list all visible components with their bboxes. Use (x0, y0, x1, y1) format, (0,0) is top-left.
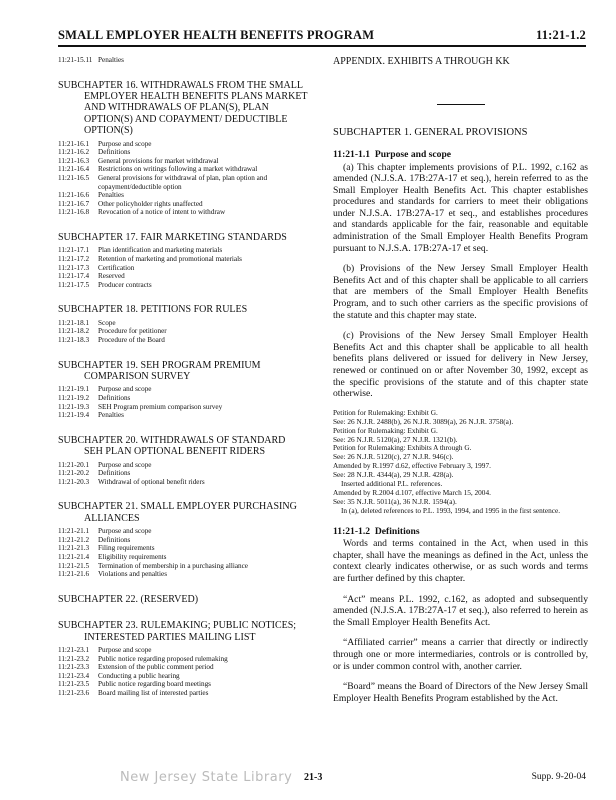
subchapter-heading-continuation: COMPARISON SURVEY (84, 370, 191, 382)
toc-entry-number: 11:21-16.2 (58, 148, 90, 157)
appendix-entry: APPENDIX. EXHIBITS A THROUGH KK (333, 56, 510, 67)
page-footer (58, 770, 586, 786)
toc-entry-title: Definitions (98, 393, 131, 402)
subchapter-heading (58, 594, 320, 605)
toc-entry (58, 246, 320, 255)
toc-entry (58, 411, 320, 420)
toc-entry-title: Termination of membership in a purchasing alliance (98, 561, 248, 570)
subchapter-heading-line: SUBCHAPTER 23. RULEMAKING; PUBLIC NOTICES; (58, 620, 297, 632)
section-divider (437, 104, 485, 105)
history-note-line: See: 35 N.J.R. 5011(a), 36 N.J.R. 1594(a). (333, 496, 457, 506)
header-rule (58, 45, 586, 47)
toc-entry (58, 208, 320, 217)
history-notes (333, 409, 588, 516)
toc-entry (58, 191, 320, 200)
toc-entry-number: 11:21-21.5 (58, 561, 90, 570)
toc-entry-title: Certification (98, 263, 135, 272)
paragraph: (a) This chapter implements provisions of P.L. 1992, c.162 as amended (N.J.S.A. 17B:27A-17 et seq.), herein referred to as the Small Employer Health Benefits Act. This chapter establishes procedures and standards for carriers to meet their obligations under N.J.S.A. 17B:27A-17 et seq., and establishes procedures and standards applicable for the fair, reasonable and equitable administration of the Small Employer Health Benefits Program pursuant to N.J.S.A. 17B:27A-17 et seq. (333, 161, 588, 254)
toc-entry-title-continuation: copayment/deductible option (98, 182, 182, 191)
toc-entry-title: Definitions (98, 535, 131, 544)
paragraph: (c) Provisions of the New Jersey Small Employer Health Benefits Act and this chapter shall be applicable to all health benefits plans delivered or issued for delivery in New Jersey, renewed or continued on or after November 30, 1992, except as the specific provisions of the statute and of this chapter state otherwise. (333, 330, 588, 400)
toc-entry-number: 11:21-17.3 (58, 263, 90, 272)
toc-entry (58, 478, 320, 487)
toc-entry-title: Violations and penalties (98, 570, 168, 579)
toc-entry-number: 11:21-16.8 (58, 208, 90, 217)
toc-entry (58, 461, 320, 470)
toc-entry (58, 264, 320, 273)
toc-entry-title: Procedure for petitioner (98, 327, 167, 336)
running-header (58, 28, 586, 44)
toc-entry-number: 11:21-17.1 (58, 246, 90, 255)
history-note-line: Amended by R.1997 d.62, effective February 3, 1997. (333, 461, 491, 471)
toc-entry (58, 680, 320, 689)
toc-entry-number: 11:21-18.1 (58, 318, 90, 327)
toc-entry (58, 174, 320, 183)
toc-entry-number: 11:21-15.11 (58, 56, 93, 64)
supplement-date: Supp. 9-20-04 (531, 772, 586, 782)
toc-entry-title: Purpose and scope (98, 139, 152, 148)
toc-entry (58, 570, 320, 579)
toc-entry (58, 140, 320, 149)
subchapter-heading-continuation: INTERESTED PARTIES MAILING LIST (84, 631, 256, 643)
toc-entry-number: 11:21-23.6 (58, 688, 90, 697)
toc-entry-number: 11:21-16.4 (58, 165, 90, 174)
history-note-line: See: 26 N.J.R. 5120(c), 27 N.J.R. 946(c). (333, 452, 454, 462)
header-title: SMALL EMPLOYER HEALTH BENEFITS PROGRAM (58, 28, 375, 42)
toc-entry (58, 272, 320, 281)
toc-entry-title: Penalties (98, 56, 124, 64)
subchapter-heading-line: SUBCHAPTER 16. WITHDRAWALS FROM THE SMALL (58, 79, 303, 91)
history-note-line: See: 26 N.J.R. 2488(b), 26 N.J.R. 3089(a), 26 N.J.R. 3758(a). (333, 416, 514, 426)
subchapter-heading-continuation: ALLIANCES (84, 512, 140, 524)
toc-entry-title: Retention of marketing and promotional materials (98, 254, 242, 263)
toc-entry-number: 11:21-21.4 (58, 552, 90, 561)
toc-entry-title: Purpose and scope (98, 645, 152, 654)
section-number: 11:21-1.1 (333, 149, 371, 160)
history-note-line: Petition for Rulemaking: Exhibit G. (333, 407, 438, 417)
subchapter-heading (58, 80, 320, 137)
toc-entry-number: 11:21-23.2 (58, 654, 90, 663)
subchapter-list (58, 80, 320, 698)
history-note-line: Inserted additional P.L. references. (341, 479, 443, 489)
toc-entry-number: 11:21-21.3 (58, 544, 90, 553)
toc-entry-number: 11:21-19.2 (58, 393, 90, 402)
toc-entry (58, 544, 320, 553)
toc-entry-number: 11:21-21.6 (58, 570, 90, 579)
toc-entry (58, 689, 320, 698)
toc-entry-title: Other policyholder rights unaffected (98, 199, 203, 208)
toc-entry (58, 319, 320, 328)
subchapter-heading-line: SUBCHAPTER 19. SEH PROGRAM PREMIUM (58, 359, 261, 371)
toc-entry (58, 255, 320, 264)
section-number: 11:21-1.2 (333, 525, 371, 537)
subchapter-heading-line: SUBCHAPTER 17. FAIR MARKETING STANDARDS (58, 231, 287, 243)
toc-entry-number: 11:21-16.3 (58, 156, 90, 165)
toc-entry (58, 165, 320, 174)
toc-entry-number: 11:21-20.1 (58, 460, 90, 469)
section-title: Definitions (374, 525, 420, 537)
toc-entry-number: 11:21-18.2 (58, 327, 90, 336)
toc-entry-number: 11:21-17.5 (58, 280, 90, 289)
history-note-line: Petition for Rulemaking: Exhibits A through G. (333, 443, 472, 453)
subchapter-heading-line: SUBCHAPTER 22. (RESERVED) (58, 593, 199, 605)
subchapter-heading (58, 360, 320, 383)
paragraph: “Act” means P.L. 1992, c.162, as adopted and subsequently amended (N.J.S.A. 17B:27A-17 et seq.), also referred to herein as the Small Employer Health Benefits Act. (333, 593, 588, 628)
subchapter-heading-line: SUBCHAPTER 21. SMALL EMPLOYER PURCHASING (58, 501, 297, 513)
toc-entry-title: Scope (98, 318, 116, 327)
header-section-number: 11:21-1.2 (535, 28, 586, 42)
toc-entry-title: Filing requirements (98, 544, 155, 553)
toc-entry (58, 663, 320, 672)
toc-entry (58, 469, 320, 478)
toc-entry (58, 655, 320, 664)
toc-entry-title: Public notice regarding proposed rulemaking (98, 654, 228, 663)
toc-entry-title: General provisions for withdrawal of plan, plan option and (98, 174, 268, 182)
toc-entry-title: SEH Program premium comparison survey (98, 402, 223, 411)
history-note-line: See: 28 N.J.R. 4344(a), 29 N.J.R. 428(a). (333, 470, 454, 480)
toc-entry-title: Penalties (98, 411, 124, 420)
toc-entry-number: 11:21-21.1 (58, 527, 90, 536)
toc-entry-title: Conducting a public hearing (98, 671, 180, 680)
toc-entry-title: Board mailing list of interested parties (98, 688, 209, 697)
toc-entry-number: 11:21-16.5 (58, 174, 90, 182)
paragraph: “Board” means the Board of Directors of the New Jersey Small Employer Health Benefits Program established by the Act. (333, 681, 588, 704)
history-note-line: In (a), deleted references to P.L. 1993, 1994, and 1995 in the first sentence. (341, 505, 561, 515)
toc-entry (58, 553, 320, 562)
history-note-line: Amended by R.2004 d.107, effective March 15, 2004. (333, 487, 491, 497)
history-note-line: Petition for Rulemaking: Exhibit G. (333, 425, 438, 435)
toc-entry-number: 11:21-20.3 (58, 477, 90, 486)
toc-entry-title: Procedure of the Board (98, 335, 165, 344)
toc-entry-number: 11:21-16.1 (58, 139, 90, 148)
toc-entry-title: Withdrawal of optional benefit riders (98, 477, 205, 486)
toc-entry (58, 527, 320, 536)
subchapter-heading (58, 501, 320, 524)
toc-entry (58, 336, 320, 345)
toc-entry-number: 11:21-16.6 (58, 191, 90, 200)
toc-entry-number: 11:21-16.7 (58, 199, 90, 208)
toc-entry (58, 148, 320, 157)
toc-entry-number: 11:21-19.3 (58, 402, 90, 411)
toc-entry-number: 11:21-23.5 (58, 680, 90, 689)
toc-entry-number: 11:21-20.2 (58, 469, 90, 478)
toc-entry-title: Purpose and scope (98, 385, 152, 394)
left-column-toc (58, 56, 320, 697)
history-note-line: See: 26 N.J.R. 5120(a), 27 N.J.R. 1321(b). (333, 434, 458, 444)
toc-entry-number: 11:21-19.1 (58, 385, 90, 394)
toc-entry (58, 200, 320, 209)
paragraph: Words and terms contained in the Act, when used in this chapter, shall have the meanings as defined in the Act, unless the context clearly indicates otherwise, or as such words and terms are further defined by this chapter. (333, 538, 588, 584)
subchapter-heading (58, 435, 320, 458)
toc-entry (58, 157, 320, 166)
toc-entry-number: 11:21-18.3 (58, 335, 90, 344)
toc-entry-number: 11:21-23.1 (58, 645, 90, 654)
page-number: 21-3 (304, 772, 323, 783)
toc-entry-title: Definitions (98, 469, 131, 478)
paragraph: (b) Provisions of the New Jersey Small Employer Health Benefits Act and of this chapter shall be applicable to all carriers that are members of the Small Employer Health Benefits Program, and to such other carriers as the specific provisions of the statute and this chapter may state. (333, 263, 588, 321)
toc-entry-number: 11:21-19.4 (58, 411, 90, 420)
toc-entry-number: 11:21-23.3 (58, 663, 90, 672)
toc-entry-title: Producer contracts (98, 280, 152, 289)
subchapter-heading-line: SUBCHAPTER 20. WITHDRAWALS OF STANDARD (58, 434, 286, 446)
section-title: Purpose and scope (374, 149, 452, 160)
subchapter-heading-line: SUBCHAPTER 18. PETITIONS FOR RULES (58, 304, 248, 316)
toc-entry (58, 536, 320, 545)
subchapter-heading (58, 304, 320, 315)
toc-entry (58, 56, 320, 65)
toc-entry-number: 11:21-17.2 (58, 254, 90, 263)
toc-entry (58, 385, 320, 394)
toc-entry-title: Penalties (98, 191, 124, 200)
section-heading (333, 149, 588, 161)
toc-entry-title: Restrictions on writings following a market withdrawal (98, 165, 258, 174)
toc-entry (58, 281, 320, 290)
toc-entry-number: 11:21-21.2 (58, 535, 90, 544)
subchapter-heading (58, 232, 320, 243)
toc-entry (58, 646, 320, 655)
toc-entry-number: 11:21-17.4 (58, 272, 90, 281)
toc-entry-title: General provisions for market withdrawal (98, 156, 219, 165)
toc-entry-title: Plan identification and marketing materials (98, 246, 223, 255)
section-heading (333, 526, 588, 538)
toc-entry (58, 562, 320, 571)
toc-entry-title: Public notice regarding board meetings (98, 680, 211, 689)
toc-entry-title: Purpose and scope (98, 527, 152, 536)
subchapter-heading (58, 620, 320, 643)
toc-entry-number: 11:21-23.4 (58, 671, 90, 680)
toc-entry-title: Reserved (98, 272, 125, 281)
toc-entry-title: Purpose and scope (98, 460, 152, 469)
library-watermark: New Jersey State Library (120, 770, 293, 785)
toc-entry (58, 394, 320, 403)
toc-entry (58, 327, 320, 336)
right-column-text (333, 56, 588, 713)
toc-entry (58, 672, 320, 681)
subchapter-heading-continuation: SEH PLAN OPTIONAL BENEFIT RIDERS (84, 446, 266, 458)
subchapter-heading-continuation: EMPLOYER HEALTH BENEFITS PLANS MARKET AND WITHDRAWALS OF PLAN(S), PLAN OPTION(S) AND COPAYMENT/ DEDUCTIBLE OPTION(S) (84, 91, 308, 137)
paragraph: “Affiliated carrier” means a carrier that directly or indirectly through one or more intermediaries, controls or is controlled by, or is under common control with, another carrier. (333, 637, 588, 672)
toc-entry-title: Revocation of a notice of intent to withdraw (98, 208, 226, 217)
toc-entry-title: Eligibility requirements (98, 552, 167, 561)
subchapter-heading: SUBCHAPTER 1. GENERAL PROVISIONS (333, 127, 528, 138)
toc-entry-title: Definitions (98, 148, 131, 157)
toc-entry (58, 403, 320, 412)
toc-entry-title: Extension of the public comment period (98, 663, 214, 672)
